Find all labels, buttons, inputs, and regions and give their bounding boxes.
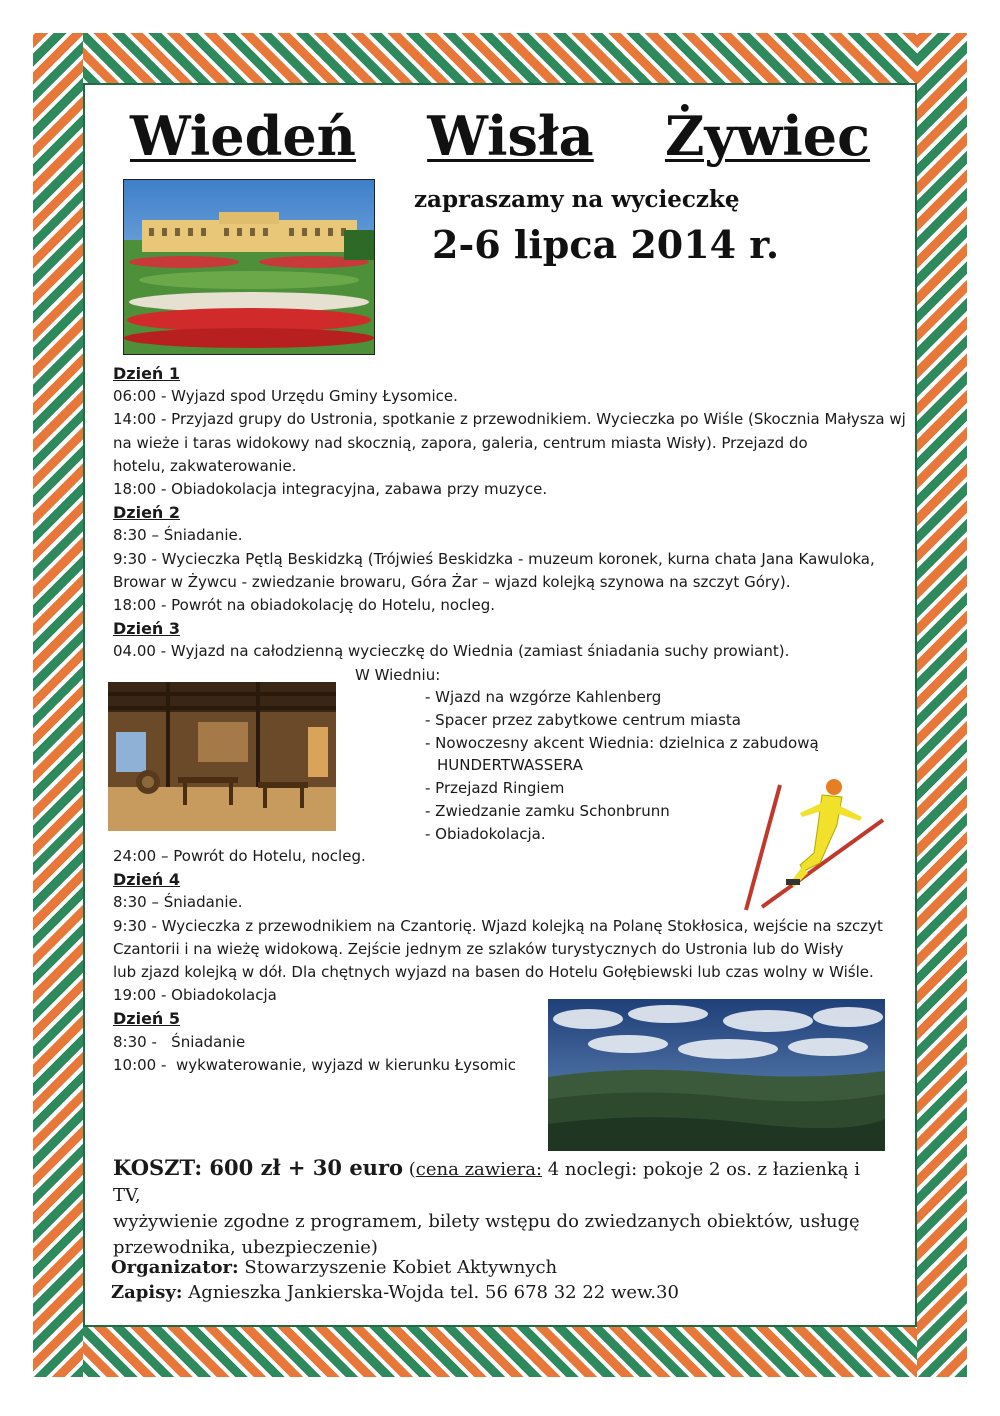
wine-tavern-photo (108, 682, 336, 831)
day-1-line: 18:00 - Obiadokolacja integracyjna, zabawa przy muzyce. (113, 480, 548, 499)
invitation-subtitle: zapraszamy na wycieczkę (414, 186, 740, 213)
cost-amount: KOSZT: 600 zł + 30 euro (113, 1155, 404, 1180)
day-1-heading: Dzień 1 (113, 364, 181, 383)
trip-date: 2-6 lipca 2014 r. (432, 222, 780, 267)
day-2-line: Browar w Żywcu - zwiedzanie browaru, Góra Żar – wjazd kolejką szynowa na szczyt Góry). (113, 572, 791, 591)
cost-section (113, 1155, 873, 1261)
day-3-line: 04.00 - Wyjazd na całodzienną wycieczkę do Wiednia (zamiast śniadania suchy prowiant). (113, 642, 790, 661)
day-5-line: 8:30 - Śniadanie (113, 1032, 246, 1051)
signup-contact: Agnieszka Jankierska-Wojda tel. 56 678 32 22 wew.30 (182, 1282, 679, 1303)
list-item: - Obiadokolacja. (425, 824, 546, 843)
list-item: - Zwiedzanie zamku Schonbrunn (425, 801, 670, 820)
list-item: - Spacer przez zabytkowe centrum miasta (425, 710, 741, 729)
schonbrunn-photo (123, 179, 375, 355)
list-item: - Przejazd Ringiem (425, 779, 565, 798)
day-4-heading: Dzień 4 (113, 870, 181, 890)
cost-includes-text: 4 noclegi: pokoje 2 os. z łazienką i TV, (113, 1159, 861, 1206)
page-title (130, 105, 870, 167)
mountain-landscape-photo (548, 999, 885, 1151)
day-1-line: 14:00 - Przyjazd grupy do Ustronia, spotkanie z przewodnikiem. Wycieczka po Wiśle (Skocznia Małysza wj (113, 410, 906, 429)
vienna-heading: W Wiedniu: (355, 666, 441, 684)
signup-label: Zapisy: (111, 1282, 183, 1303)
cost-open-paren: ( (408, 1159, 416, 1180)
itinerary-days-1-3 (113, 362, 906, 664)
day-5-heading: Dzień 5 (113, 1009, 181, 1029)
day-2-heading: Dzień 2 (113, 503, 181, 523)
day-1-line: na wieże i taras widokowy nad skocznią, zapora, galeria, centrum miasta Wisły). Przejazd do (113, 433, 808, 452)
day-4-line: Czantorii i na wieżę widokową. Zejście jednym ze szlaków turystycznych do Ustronia lub do Wisły (113, 939, 844, 958)
day-3-heading: Dzień 3 (113, 619, 181, 639)
title-word-wisla: Wisła (427, 104, 594, 168)
day-4-line: 8:30 – Śniadanie. (113, 893, 243, 912)
day-1-line: 06:00 - Wyjazd spod Urzędu Gminy Łysomice. (113, 387, 458, 406)
cost-includes-label: cena zawiera: (415, 1159, 543, 1180)
title-word-vienna: Wiedeń (130, 104, 356, 168)
day-4-line: 9:30 - Wycieczka z przewodnikiem na Czantorię. Wjazd kolejką na Polanę Stokłosica, wejście na szczyt (113, 916, 883, 935)
organizer-section (111, 1255, 679, 1305)
day-2-line: 9:30 - Wycieczka Pętlą Beskidzką (Trójwieś Beskidzka - muzeum koronek, kurna chata Jana Kawuloka, (113, 549, 875, 568)
list-item: HUNDERTWASSERA (437, 756, 583, 775)
day-3-closing: 24:00 – Powrót do Hotelu, nocleg. (113, 847, 366, 865)
border-left (33, 33, 83, 1377)
border-top (33, 33, 967, 83)
day-2-line: 18:00 - Powrót na obiadokolację do Hotelu, nocleg. (113, 596, 495, 615)
list-item: - Nowoczesny akcent Wiednia: dzielnica z zabudową (425, 733, 819, 752)
organizer-name: Stowarzyszenie Kobiet Aktywnych (238, 1257, 558, 1278)
day-4-line: lub zjazd kolejką w dół. Dla chętnych wyjazd na basen do Hotelu Gołębiewski lub czas wolny w Wiśle. (113, 963, 874, 982)
day-4-line: 19:00 - Obiadokolacja (113, 986, 277, 1005)
cost-includes-line: przewodnika, ubezpieczenie) (113, 1237, 378, 1258)
cost-includes-line: wyżywienie zgodne z programem, bilety wstępu do zwiedzanych obiektów, usługę (113, 1211, 860, 1232)
day-2-line: 8:30 – Śniadanie. (113, 526, 243, 545)
list-item: - Wjazd na wzgórze Kahlenberg (425, 688, 662, 706)
day-5-line: 10:00 - wykwaterowanie, wyjazd w kierunku Łysomic (113, 1055, 517, 1074)
border-right (917, 33, 967, 1377)
day-1-line: hotelu, zakwaterowanie. (113, 456, 297, 475)
organizer-label: Organizator: (111, 1257, 239, 1278)
title-word-zywiec: Żywiec (664, 104, 870, 168)
border-bottom (33, 1327, 967, 1377)
